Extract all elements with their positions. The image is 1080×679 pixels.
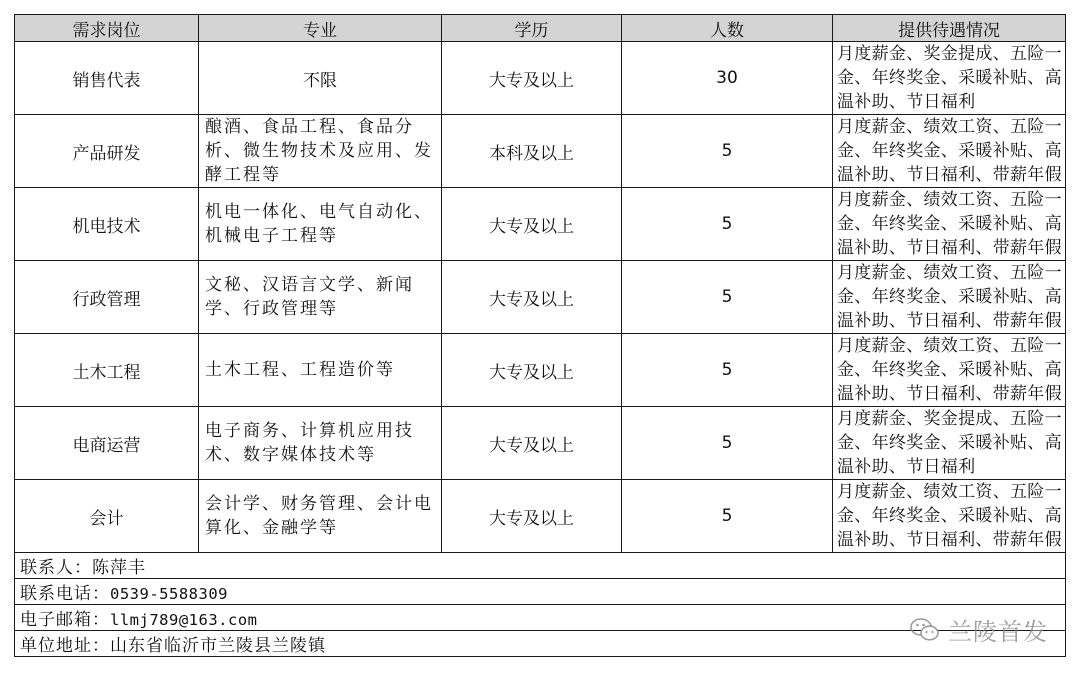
cell-count: 5 <box>622 188 833 261</box>
contact-person: 联系人：陈萍丰 <box>15 553 1066 579</box>
cell-education: 大专及以上 <box>442 407 622 480</box>
contact-address-row <box>15 631 1066 657</box>
cell-major: 不限 <box>199 42 442 115</box>
cell-benefits: 月度薪金、绩效工资、五险一金、年终奖金、采暖补贴、高温补助、节日福利、带薪年假 <box>833 261 1066 334</box>
cell-position: 销售代表 <box>15 42 199 115</box>
table-row <box>15 115 1066 188</box>
cell-education: 大专及以上 <box>442 188 622 261</box>
cell-count: 5 <box>622 334 833 407</box>
recruitment-table-wrapper <box>14 14 1065 657</box>
cell-position: 机电技术 <box>15 188 199 261</box>
contact-email: llmj789@163.com <box>110 611 258 629</box>
contact-email-cell <box>15 605 1066 631</box>
cell-major: 酿酒、食品工程、食品分析、微生物技术及应用、发酵工程等 <box>199 115 442 188</box>
header-major: 专业 <box>199 15 442 42</box>
cell-benefits: 月度薪金、绩效工资、五险一金、年终奖金、采暖补贴、高温补助、节日福利、带薪年假 <box>833 480 1066 553</box>
table-row <box>15 188 1066 261</box>
cell-position: 会计 <box>15 480 199 553</box>
cell-benefits: 月度薪金、绩效工资、五险一金、年终奖金、采暖补贴、高温补助、节日福利、带薪年假 <box>833 115 1066 188</box>
cell-education: 大专及以上 <box>442 42 622 115</box>
header-position: 需求岗位 <box>15 15 199 42</box>
contact-person-row <box>15 553 1066 579</box>
cell-count: 5 <box>622 480 833 553</box>
cell-education: 大专及以上 <box>442 261 622 334</box>
cell-count: 5 <box>622 115 833 188</box>
cell-benefits: 月度薪金、奖金提成、五险一金、年终奖金、采暖补贴、高温补助、节日福利 <box>833 407 1066 480</box>
cell-count: 30 <box>622 42 833 115</box>
contact-email-label: 电子邮箱： <box>20 610 110 630</box>
header-count: 人数 <box>622 15 833 42</box>
contact-phone-row <box>15 579 1066 605</box>
cell-position: 产品研发 <box>15 115 199 188</box>
cell-count: 5 <box>622 261 833 334</box>
table-row <box>15 480 1066 553</box>
cell-benefits: 月度薪金、奖金提成、五险一金、年终奖金、采暖补贴、高温补助、节日福利 <box>833 42 1066 115</box>
cell-position: 电商运营 <box>15 407 199 480</box>
contact-phone-label: 联系电话： <box>20 584 110 604</box>
table-row <box>15 407 1066 480</box>
cell-count: 5 <box>622 407 833 480</box>
wechat-icon <box>910 617 940 643</box>
contact-email-row <box>15 605 1066 631</box>
table-header-row <box>15 15 1066 42</box>
cell-education: 大专及以上 <box>442 480 622 553</box>
recruitment-table <box>14 14 1066 657</box>
contact-phone-cell <box>15 579 1066 605</box>
cell-benefits: 月度薪金、绩效工资、五险一金、年终奖金、采暖补贴、高温补助、节日福利、带薪年假 <box>833 334 1066 407</box>
cell-position: 行政管理 <box>15 261 199 334</box>
cell-major: 电子商务、计算机应用技术、数字媒体技术等 <box>199 407 442 480</box>
cell-benefits: 月度薪金、绩效工资、五险一金、年终奖金、采暖补贴、高温补助、节日福利、带薪年假 <box>833 188 1066 261</box>
watermark-text: 兰陵首发 <box>948 618 1048 646</box>
cell-major: 机电一体化、电气自动化、机械电子工程等 <box>199 188 442 261</box>
cell-major: 会计学、财务管理、会计电算化、金融学等 <box>199 480 442 553</box>
table-row <box>15 334 1066 407</box>
contact-phone: 0539-5588309 <box>110 585 228 603</box>
cell-major: 文秘、汉语言文学、新闻学、行政管理等 <box>199 261 442 334</box>
table-row <box>15 261 1066 334</box>
cell-major: 土木工程、工程造价等 <box>199 334 442 407</box>
cell-education: 大专及以上 <box>442 334 622 407</box>
contact-address: 单位地址：山东省临沂市兰陵县兰陵镇 <box>15 631 1066 657</box>
watermark <box>910 612 1048 647</box>
cell-education: 本科及以上 <box>442 115 622 188</box>
header-benefits: 提供待遇情况 <box>833 15 1066 42</box>
header-education: 学历 <box>442 15 622 42</box>
cell-position: 土木工程 <box>15 334 199 407</box>
table-row <box>15 42 1066 115</box>
